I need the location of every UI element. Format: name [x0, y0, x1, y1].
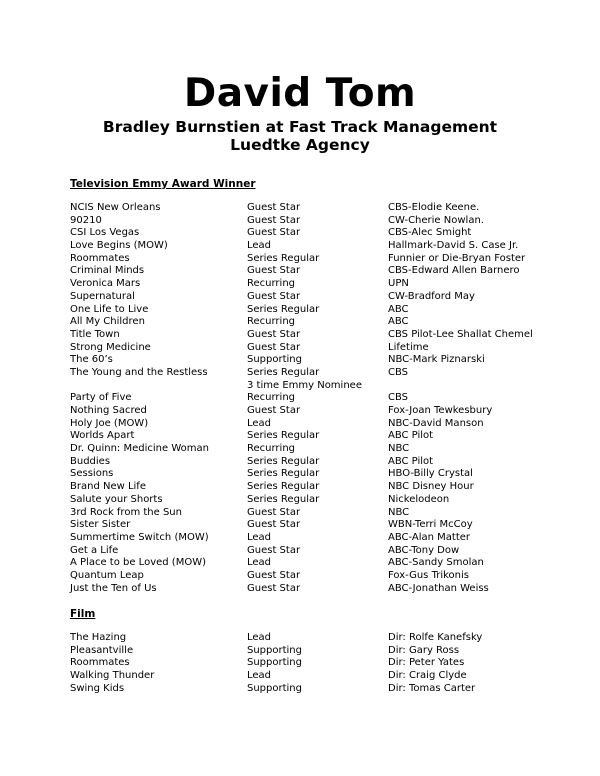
- television-credits: [70, 202, 570, 595]
- credit-row: [70, 583, 570, 596]
- actor-name: David Tom: [183, 71, 417, 116]
- credit-network: NBC: [388, 443, 410, 455]
- credit-row: [70, 354, 570, 367]
- credit-row: [70, 657, 570, 670]
- credit-title: Salute your Shorts: [70, 493, 163, 505]
- credit-row: [70, 418, 570, 431]
- credit-network: CBS: [388, 392, 409, 404]
- credit-network: WBN-Terri McCoy: [388, 519, 473, 531]
- credit-title: Supernatural: [70, 290, 135, 302]
- agency-line: Luedtke Agency: [230, 136, 370, 154]
- credit-row: [70, 278, 570, 291]
- credit-network: Dir: Craig Clyde: [388, 670, 467, 682]
- credit-role: Lead: [247, 557, 272, 569]
- credit-row: [70, 507, 570, 520]
- management-line: Bradley Burnstien at Fast Track Management: [102, 118, 498, 136]
- credit-role: Lead: [247, 531, 272, 543]
- credit-network: HBO-Billy Crystal: [388, 468, 473, 480]
- credit-row: [70, 367, 570, 380]
- credit-title: NCIS New Orleans: [70, 202, 161, 213]
- credit-row: [70, 202, 570, 215]
- credit-title: Party of Five: [70, 392, 132, 404]
- credit-network: NBC-David Manson: [388, 417, 484, 429]
- credit-role: Guest Star: [247, 265, 301, 277]
- credit-role: Supporting: [247, 644, 302, 656]
- credit-row: [70, 316, 570, 329]
- credit-role: Recurring: [247, 443, 295, 455]
- credit-title: The Hazing: [70, 632, 127, 643]
- credit-title: Title Town: [70, 328, 120, 340]
- credit-row: [70, 494, 570, 507]
- credit-network: Fox-Joan Tewkesbury: [388, 405, 493, 416]
- credit-title: Brand New Life: [70, 481, 146, 493]
- credit-role: Guest Star: [247, 544, 301, 556]
- credit-network: Dir: Peter Yates: [388, 657, 465, 669]
- credit-row: [70, 519, 570, 532]
- credit-title: 90210: [70, 214, 102, 226]
- credit-role: Series Regular: [247, 468, 320, 480]
- credit-network: Hallmark-David S. Case Jr.: [388, 240, 519, 252]
- credit-role: Supporting: [247, 354, 302, 366]
- credit-row: [70, 557, 570, 570]
- credit-title: CSI Los Vegas: [70, 227, 140, 239]
- credit-title: Dr. Quinn: Medicine Woman: [70, 443, 209, 455]
- television-heading: Television Emmy Award Winner: [70, 178, 256, 190]
- credit-network: ABC Pilot: [388, 455, 434, 467]
- credit-row: [70, 227, 570, 240]
- credit-role: Lead: [247, 632, 272, 643]
- credit-row: [70, 683, 570, 696]
- credit-role: Lead: [247, 417, 272, 429]
- credit-title: The Young and the Restless: [70, 366, 208, 378]
- credit-role: Guest Star: [247, 582, 301, 594]
- credit-role: Guest Star: [247, 328, 301, 340]
- credit-network: CBS-Alec Smight: [388, 227, 472, 239]
- credit-role: Supporting: [247, 682, 302, 694]
- credit-role: Recurring: [247, 278, 295, 290]
- credit-row: [70, 670, 570, 683]
- credit-row: [70, 532, 570, 545]
- credit-row: [70, 468, 570, 481]
- credit-role: Series Regular: [247, 493, 320, 505]
- credit-title: Love Begins (MOW): [70, 240, 168, 252]
- credit-network: NBC: [388, 506, 410, 518]
- credit-title: Veronica Mars: [70, 278, 141, 290]
- credit-row: [70, 430, 570, 443]
- credit-network: ABC Pilot: [388, 430, 434, 442]
- credit-role: Series Regular: [247, 430, 320, 442]
- credit-title: 3rd Rock from the Sun: [70, 506, 182, 518]
- credit-title: Just the Ten of Us: [70, 582, 157, 594]
- film-heading: Film: [70, 608, 96, 620]
- credit-row: [70, 405, 570, 418]
- credit-role: Guest Star: [247, 506, 301, 518]
- credit-role: Guest Star: [247, 569, 301, 581]
- credit-network: NBC-Mark Piznarski: [388, 354, 485, 366]
- credit-title: Holy Joe (MOW): [70, 417, 149, 429]
- credit-row: [70, 645, 570, 658]
- credit-role: Lead: [247, 240, 272, 252]
- credit-network: Dir: Gary Ross: [388, 644, 460, 656]
- credit-network: ABC: [388, 303, 409, 315]
- credit-role: Supporting: [247, 657, 302, 669]
- credit-role: Series Regular: [247, 252, 320, 264]
- credit-title: Roommates: [70, 252, 130, 264]
- credit-title: Nothing Sacred: [70, 405, 147, 416]
- credit-row: [70, 253, 570, 266]
- credit-network: Lifetime: [388, 341, 429, 353]
- credit-row: [70, 215, 570, 228]
- credit-row: [70, 304, 570, 317]
- credit-network: Dir: Tomas Carter: [388, 682, 476, 694]
- credit-network: ABC-Alan Matter: [388, 531, 471, 543]
- credit-network: ABC: [388, 316, 409, 328]
- credit-title: The 60’s: [70, 354, 113, 366]
- credit-row: [70, 545, 570, 558]
- credit-row: [70, 240, 570, 253]
- credit-network: CW-Bradford May: [388, 290, 475, 302]
- credit-network: NBC Disney Hour: [388, 481, 474, 493]
- credit-title: Sister Sister: [70, 519, 131, 531]
- credit-title: A Place to be Loved (MOW): [70, 557, 206, 569]
- credit-row: [70, 570, 570, 583]
- credit-role: Guest Star: [247, 227, 301, 239]
- credit-network: ABC-Jonathan Weiss: [388, 582, 489, 594]
- credit-row: [70, 265, 570, 278]
- credit-title: Swing Kids: [70, 682, 125, 694]
- credit-role: Guest Star: [247, 519, 301, 531]
- credit-title: Buddies: [70, 455, 111, 467]
- credit-network: Fox-Gus Trikonis: [388, 569, 469, 581]
- credit-network: Dir: Rolfe Kanefsky: [388, 632, 483, 643]
- credit-role: Guest Star: [247, 214, 301, 226]
- film-credits: [70, 632, 570, 695]
- credit-row: [70, 380, 570, 393]
- credit-role: Series Regular: [247, 366, 320, 378]
- credit-network: CW-Cherie Nowlan.: [388, 214, 484, 226]
- credit-role: Series Regular: [247, 303, 320, 315]
- credit-network: ABC-Tony Dow: [388, 544, 460, 556]
- credit-role: Recurring: [247, 392, 295, 404]
- credit-network: Funnier or Die-Bryan Foster: [388, 252, 526, 264]
- credit-role: Series Regular: [247, 455, 320, 467]
- credit-row: [70, 481, 570, 494]
- credit-network: Nickelodeon: [388, 493, 450, 505]
- credit-role: Guest Star: [247, 290, 301, 302]
- credit-role: Series Regular: [247, 481, 320, 493]
- credit-network: CBS-Edward Allen Barnero: [388, 265, 520, 277]
- credit-title: Pleasantville: [70, 644, 134, 656]
- credit-network: CBS: [388, 366, 409, 378]
- credit-row: [70, 392, 570, 405]
- credit-title: Get a Life: [70, 544, 119, 556]
- credit-row: [70, 443, 570, 456]
- credit-network: ABC-Sandy Smolan: [388, 557, 484, 569]
- credit-title: Roommates: [70, 657, 130, 669]
- credit-title: Worlds Apart: [70, 430, 135, 442]
- credit-title: Quantum Leap: [70, 569, 144, 581]
- credit-role: Guest Star: [247, 341, 301, 353]
- credit-title: All My Children: [70, 316, 145, 328]
- credit-title: Walking Thunder: [70, 670, 155, 682]
- credit-row: [70, 632, 570, 645]
- credit-row: [70, 342, 570, 355]
- credit-role: Guest Star: [247, 202, 301, 213]
- credit-title: Summertime Switch (MOW): [70, 531, 209, 543]
- credit-row: [70, 329, 570, 342]
- credit-role: 3 time Emmy Nominee: [247, 379, 362, 391]
- credit-title: Strong Medicine: [70, 341, 151, 353]
- credit-role: Lead: [247, 670, 272, 682]
- credit-row: [70, 291, 570, 304]
- credit-title: One Life to Live: [70, 303, 149, 315]
- credit-network: UPN: [388, 278, 409, 290]
- credit-role: Guest Star: [247, 405, 301, 416]
- credit-network: CBS-Elodie Keene.: [388, 202, 480, 213]
- credit-network: CBS Pilot-Lee Shallat Chemel: [388, 328, 533, 340]
- credit-title: Criminal Minds: [70, 265, 145, 277]
- credit-row: [70, 456, 570, 469]
- credit-title: Sessions: [70, 468, 114, 480]
- credit-role: Recurring: [247, 316, 295, 328]
